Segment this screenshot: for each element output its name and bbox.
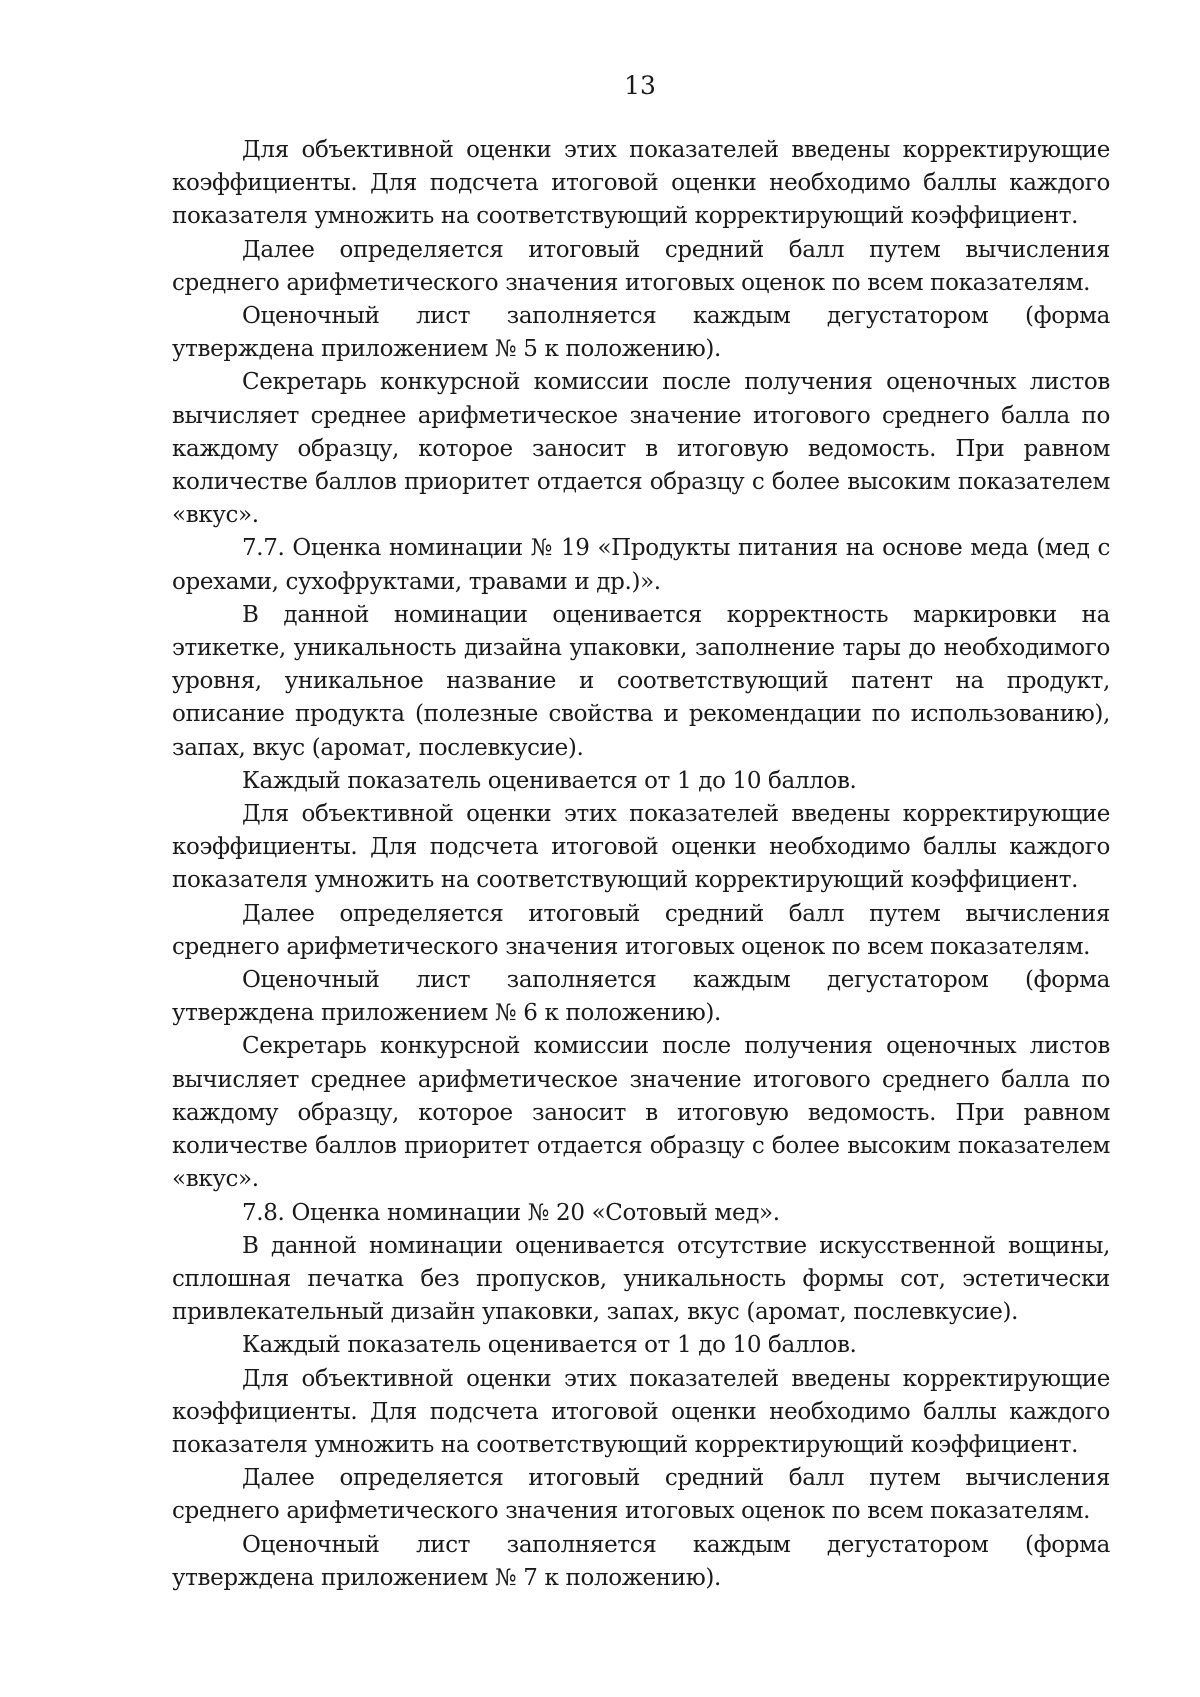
paragraph-average-score: Далее определяется итоговый средний балл путем вычисления среднего арифметического значения итоговых оценок по всем показателям. [172, 1465, 1110, 1525]
paragraph-average-score: Далее определяется итоговый средний балл путем вычисления среднего арифметического значения итоговых оценок по всем показателям. [172, 236, 1110, 296]
paragraph-score-range: Каждый показатель оценивается от 1 до 10 баллов. [242, 767, 857, 794]
paragraph-correction-coefficients: Для объективной оценки этих показателей введены корректирующие коэффициенты. Для подсчета итоговой оценки необходимо баллы каждого показателя умножить на соответствующий корректирующий коэффициент. [172, 137, 1110, 230]
paragraph-nomination-criteria: В данной номинации оценивается корректность маркировки на этикетке, уникальность дизайна упаковки, заполнение тары до необходимого уровня, уникальное название и соответствующий патент на продукт, описание продукта (полезные свойства и рекомендации по использованию), запах, вкус (аромат, послевкусие). [172, 601, 1110, 761]
page-number: 13 [624, 71, 656, 100]
paragraph-evaluation-sheet: Оценочный лист заполняется каждым дегустатором (форма утверждена приложением № 6 к положению). [172, 967, 1110, 1027]
document-body [172, 134, 1110, 1595]
paragraph-nomination-criteria: В данной номинации оценивается отсутствие искусственной вощины, сплошная печатка без пропусков, уникальность формы сот, эстетически привлекательный дизайн упаковки, запах, вкус (аромат, послевкусие). [172, 1232, 1110, 1326]
paragraph-average-score: Далее определяется итоговый средний балл путем вычисления среднего арифметического значения итоговых оценок по всем показателям. [172, 900, 1110, 960]
paragraph-evaluation-sheet: Оценочный лист заполняется каждым дегустатором (форма утверждена приложением № 5 к положению). [172, 303, 1110, 363]
paragraph-evaluation-sheet: Оценочный лист заполняется каждым дегустатором (форма утверждена приложением № 7 к положению). [172, 1531, 1110, 1591]
section-heading-7-8: 7.8. Оценка номинации № 20 «Сотовый мед». [242, 1199, 780, 1226]
paragraph-secretary: Секретарь конкурсной комиссии после получения оценочных листов вычисляет среднее арифметическое значение итогового среднего балла по каждому образцу, которое заносит в итоговую ведомость. При равном количестве баллов приоритет отдается образцу с более высоким показателем «вкус». [172, 1033, 1110, 1193]
paragraph-score-range: Каждый показатель оценивается от 1 до 10 баллов. [242, 1332, 857, 1359]
paragraph-correction-coefficients: Для объективной оценки этих показателей введены корректирующие коэффициенты. Для подсчета итоговой оценки необходимо баллы каждого показателя умножить на соответствующий корректирующий коэффициент. [172, 1365, 1110, 1458]
section-heading-7-7: 7.7. Оценка номинации № 19 «Продукты питания на основе меда (мед с орехами, сухофруктами, травами и др.)». [172, 535, 1110, 595]
paragraph-correction-coefficients: Для объективной оценки этих показателей введены корректирующие коэффициенты. Для подсчета итоговой оценки необходимо баллы каждого показателя умножить на соответствующий корректирующий коэффициент. [172, 801, 1110, 894]
paragraph-secretary: Секретарь конкурсной комиссии после получения оценочных листов вычисляет среднее арифметическое значение итогового среднего балла по каждому образцу, которое заносит в итоговую ведомость. При равном количестве баллов приоритет отдается образцу с более высоким показателем «вкус». [172, 369, 1110, 529]
